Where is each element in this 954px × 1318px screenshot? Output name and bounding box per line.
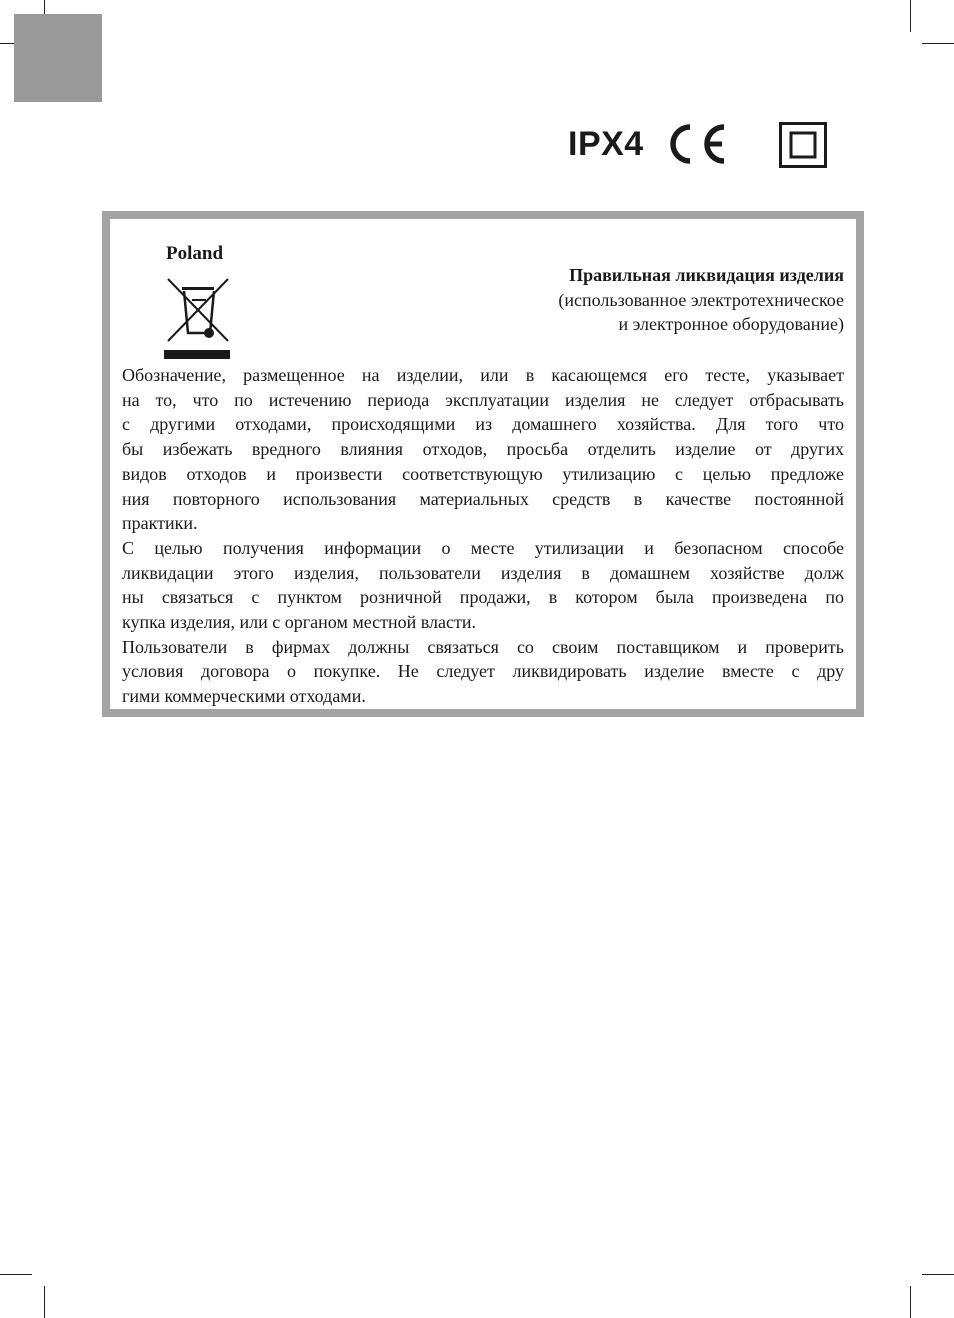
crop-mark-top-right-horizontal [922, 43, 954, 44]
body-line: купка изделия, или с органом местной власти. [122, 612, 477, 633]
body-line: Пользователи в фирмах должны связаться со своим поставщиком и проверить [122, 636, 844, 657]
disposal-heading [424, 263, 844, 337]
body-line: ны связаться с пунктом розничной продажи, в котором была произведена по [122, 587, 844, 608]
origin-label: Poland [166, 243, 224, 264]
heading-subtitle-line-2: и электронное оборудование) [618, 314, 844, 334]
crop-mark-top-right-vertical [910, 0, 911, 32]
body-line: бы избежать вредного влияния отходов, просьба отделить изделие от других [122, 439, 844, 460]
crop-mark-bottom-left-horizontal [0, 1274, 32, 1275]
body-line: Обозначение, размещенное на изделии, или в касающемся его тесте, указывает [122, 365, 844, 385]
crop-mark-bottom-right-horizontal [922, 1274, 954, 1275]
body-line: практики. [122, 513, 198, 534]
double-insulation-icon [779, 122, 827, 168]
certification-marks [568, 118, 728, 170]
crop-mark-bottom-left-vertical [44, 1286, 45, 1318]
body-line: видов отходов и произвести соответствующую утилизацию с целью предложе [122, 463, 844, 484]
body-line: ния повторного использования материальных средств в качестве постоянной [122, 488, 844, 509]
heading-subtitle-line-1: (использованное электротехническое [558, 289, 844, 310]
disposal-info-panel [102, 211, 864, 717]
disposal-body-text [122, 363, 844, 709]
crossed-out-wheelie-bin-icon [162, 275, 234, 361]
body-line: на то, что по истечению периода эксплуатации изделия не следует отбрасывать [122, 389, 844, 410]
body-line: гими коммерческими отходами. [122, 686, 366, 707]
body-line: с другими отходами, происходящими из домашнего хозяйства. Для того что [122, 414, 844, 435]
body-line: С целью получения информации о месте утилизации и безопасном способе [122, 537, 844, 558]
heading-title: Правильная ликвидация изделия [569, 265, 844, 285]
ipx-rating: IPX4 [568, 124, 644, 163]
ce-mark-icon [666, 121, 728, 167]
crop-mark-bottom-right-vertical [910, 1286, 911, 1318]
page-corner-tab [14, 14, 102, 102]
body-line: ликвидации этого изделия, пользователи изделия в домашнем хозяйстве долж [122, 562, 844, 583]
body-line: условия договора о покупке. Не следует ликвидировать изделие вместе с дру [122, 661, 844, 682]
